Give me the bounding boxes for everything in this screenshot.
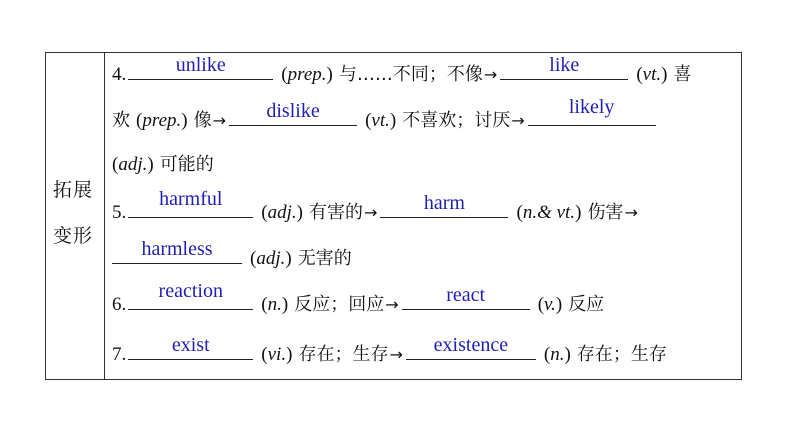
- part-of-speech: (n.): [261, 294, 289, 315]
- meaning: 不喜欢；讨厌: [402, 110, 511, 131]
- answer-blank: [128, 188, 253, 218]
- meaning: 像: [193, 110, 212, 131]
- answer-text: exist: [171, 334, 210, 356]
- category-cell: [46, 53, 105, 379]
- item-number: 4.: [112, 64, 127, 85]
- arrow-icon: →: [385, 295, 399, 314]
- answer-blank: [402, 284, 530, 310]
- answer-blank: [128, 54, 273, 80]
- part-of-speech: (n.): [543, 344, 571, 365]
- answer-blank: [128, 334, 253, 360]
- arrow-icon: →: [364, 203, 378, 222]
- answer-text: existence: [433, 334, 509, 356]
- arrow-icon: →: [511, 111, 525, 130]
- part-of-speech: (vt.): [636, 64, 668, 85]
- arrow-icon: →: [212, 111, 227, 130]
- category-line-2: 变形: [53, 225, 94, 247]
- answer-text: dislike: [266, 100, 320, 122]
- row-4-cont: [112, 96, 658, 133]
- part-of-speech: (v.): [537, 294, 563, 315]
- meaning: 伤害: [587, 202, 624, 223]
- meaning: 反应: [568, 294, 605, 315]
- part-of-speech: (vt.): [365, 110, 397, 131]
- meaning: 存在；生存: [576, 344, 667, 365]
- part-of-speech: (adj.): [261, 202, 303, 223]
- part-of-speech: (adj.): [112, 154, 154, 175]
- part-of-speech: (vi.): [261, 344, 293, 365]
- row-5-cont: [112, 238, 352, 271]
- row-5: [112, 188, 639, 225]
- answer-text: harm: [423, 192, 465, 214]
- row-6: [112, 280, 605, 317]
- meaning: 有害的: [309, 202, 364, 223]
- meaning: 欢: [112, 110, 130, 131]
- row-4-end: [112, 149, 214, 179]
- arrow-icon: →: [624, 203, 638, 222]
- meaning: 反应；回应: [294, 294, 385, 315]
- answer-blank: [500, 54, 628, 80]
- meaning: 无害的: [297, 248, 352, 269]
- answer-text: harmful: [159, 188, 223, 210]
- row-7: [112, 334, 667, 367]
- answer-blank: [380, 192, 508, 218]
- content-cell: [106, 53, 741, 379]
- answer-text: likely: [568, 96, 615, 118]
- answer-blank: [128, 280, 253, 310]
- part-of-speech: (prep.): [136, 110, 188, 131]
- meaning: 与……不同；不像: [338, 64, 483, 85]
- meaning: 可能的: [159, 154, 214, 175]
- category-line-1: 拓展: [53, 179, 94, 201]
- answer-blank: [528, 96, 656, 126]
- answer-blank: [112, 238, 242, 264]
- answer-blank: [229, 100, 357, 126]
- answer-text: react: [446, 284, 486, 306]
- item-number: 6.: [112, 294, 127, 315]
- row-4: [112, 54, 692, 87]
- meaning: 喜: [673, 64, 692, 85]
- part-of-speech: (n.& vt.): [516, 202, 582, 223]
- part-of-speech: (adj.): [250, 248, 292, 269]
- arrow-icon: →: [483, 65, 498, 84]
- item-number: 7.: [112, 344, 127, 365]
- item-number: 5.: [112, 202, 127, 223]
- part-of-speech: (prep.): [281, 64, 333, 85]
- answer-blank: [406, 334, 536, 360]
- meaning: 存在；生存: [298, 344, 389, 365]
- answer-text: unlike: [175, 54, 226, 76]
- vocabulary-table: [45, 52, 742, 380]
- answer-text: harmless: [141, 238, 213, 260]
- arrow-icon: →: [389, 345, 403, 364]
- answer-text: like: [549, 54, 580, 76]
- answer-text: reaction: [158, 280, 223, 302]
